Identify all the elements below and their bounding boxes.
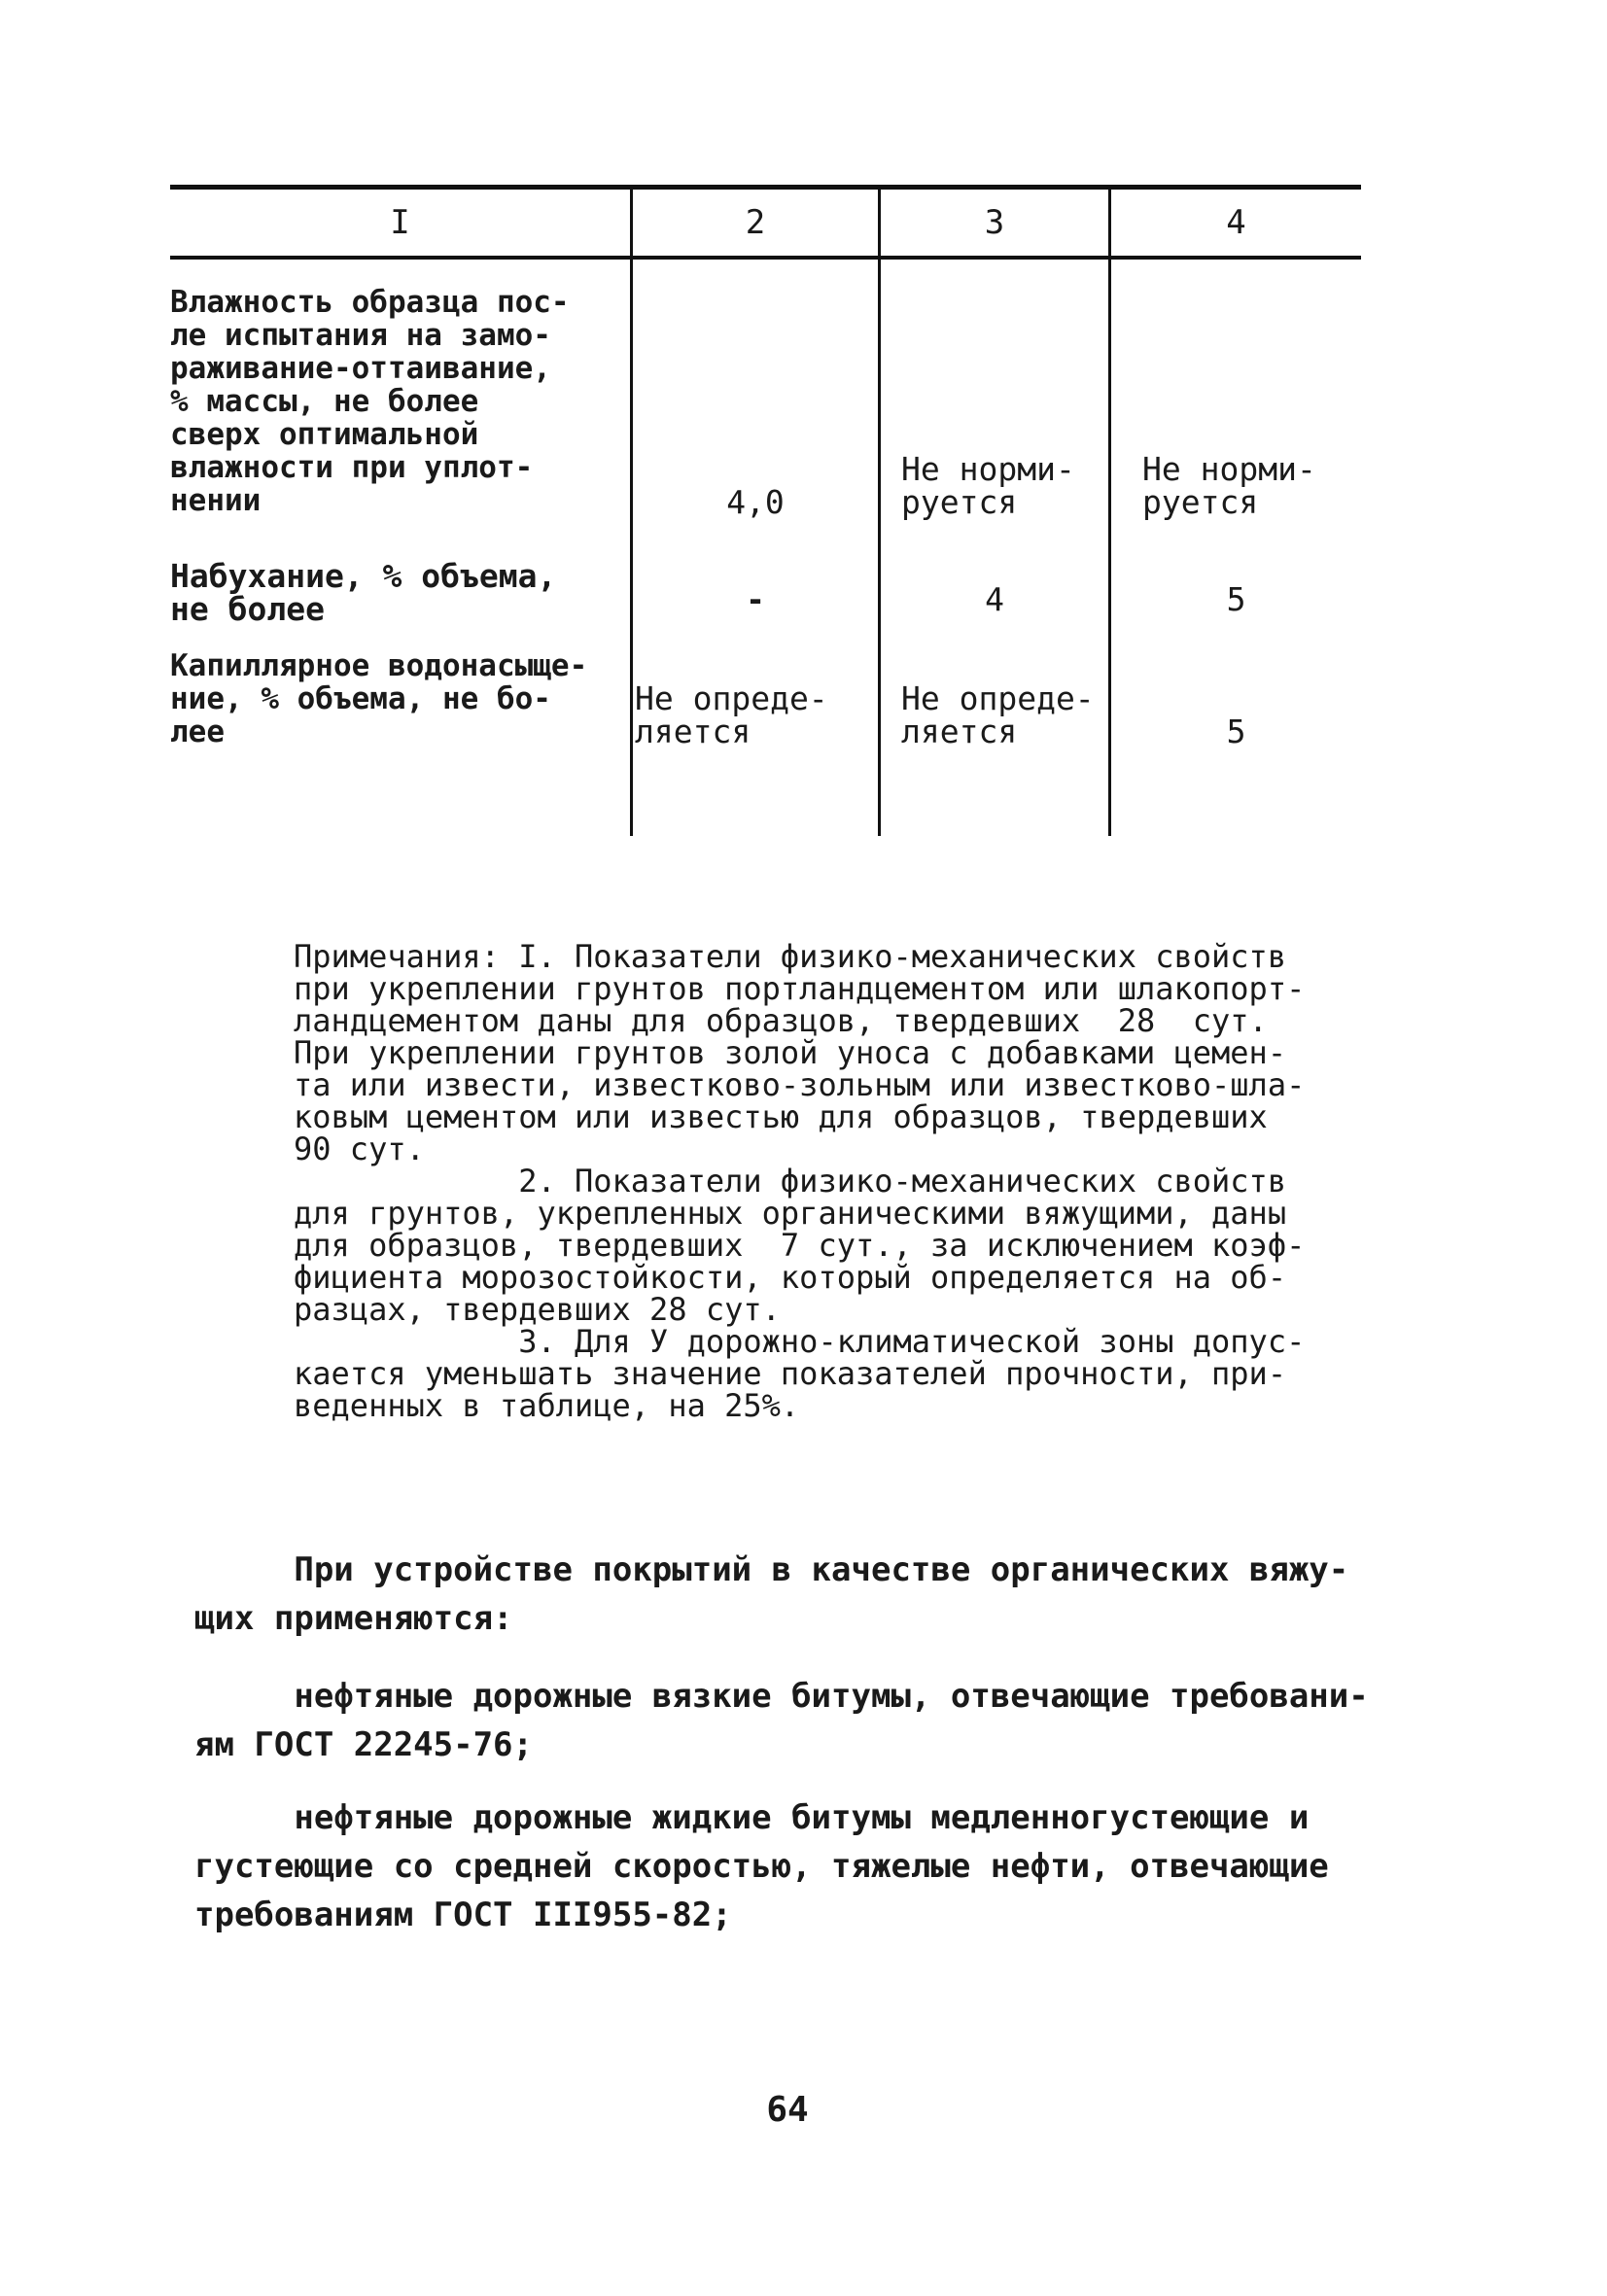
page-number: 64: [766, 2090, 809, 2130]
table-cell: Не опреде- ляется: [901, 679, 1095, 750]
paragraph: нефтяные дорожные вязкие битумы, отвечающие требовани- ям ГОСТ 22245-76;: [194, 1677, 1369, 1764]
table-cell: 4: [985, 580, 1004, 618]
paragraph: При устройстве покрытий в качестве органических вяжу- щих применяются:: [194, 1550, 1349, 1638]
table-row-label: Капиллярное водонасыще- ние, % объема, не бо- лее: [170, 648, 588, 749]
table-header-rule: [170, 256, 1361, 260]
table-cell: 5: [1226, 713, 1246, 750]
column-divider: [878, 190, 881, 836]
properties-table: [170, 185, 1361, 836]
table-header-col2: 2: [745, 203, 766, 242]
table-top-rule: [170, 185, 1361, 190]
table-cell: -: [746, 580, 765, 618]
table-cell: 5: [1226, 580, 1246, 618]
table-row-label: Набухание, % объема, не более: [170, 557, 557, 628]
table-header-col3: 3: [984, 203, 1005, 242]
table-cell: 4,0: [726, 483, 785, 521]
table-cell: Не норми- руется: [901, 450, 1075, 521]
table-cell: Не опреде- ляется: [635, 679, 828, 750]
table-header-col1: I: [390, 203, 410, 242]
paragraph: нефтяные дорожные жидкие битумы медленногустеющие и густеющие со средней скоростью, тяжелые нефти, отвечающие требованиям ГОСТ III955-82;: [194, 1798, 1329, 1934]
table-row-label: Влажность образца пос- ле испытания на замо- раживание-оттаивание, % массы, не более сверх оптимальной влажности при уплот- нении: [170, 285, 570, 518]
table-cell: Не норми- руется: [1142, 450, 1316, 521]
table-header-col4: 4: [1226, 203, 1246, 242]
table-notes: Примечания: I. Показатели физико-механических свойств при укреплении грунтов портландцементом или шлакопорт- ландцементом даны для образцов, твердевших 28 сут. При укреплении грунтов золой уноса с добавками цемен- та или извести, известково-зольным или известково-шла- ковым цементом или известью для образцов, твердевших 90 сут. 2. Показатели физико-механических свойств для грунтов, укрепленных органическими вяжущими, даны для образцов, твердевших 7 сут., за исключением коэф- фициента морозостойкости, который определяется на об- разцах, твердевших 28 сут. 3. Для У дорожно-климатической зоны допус- кается уменьшать значение показателей прочности, при- веденных в таблице, на 25%.: [294, 938, 1306, 1424]
